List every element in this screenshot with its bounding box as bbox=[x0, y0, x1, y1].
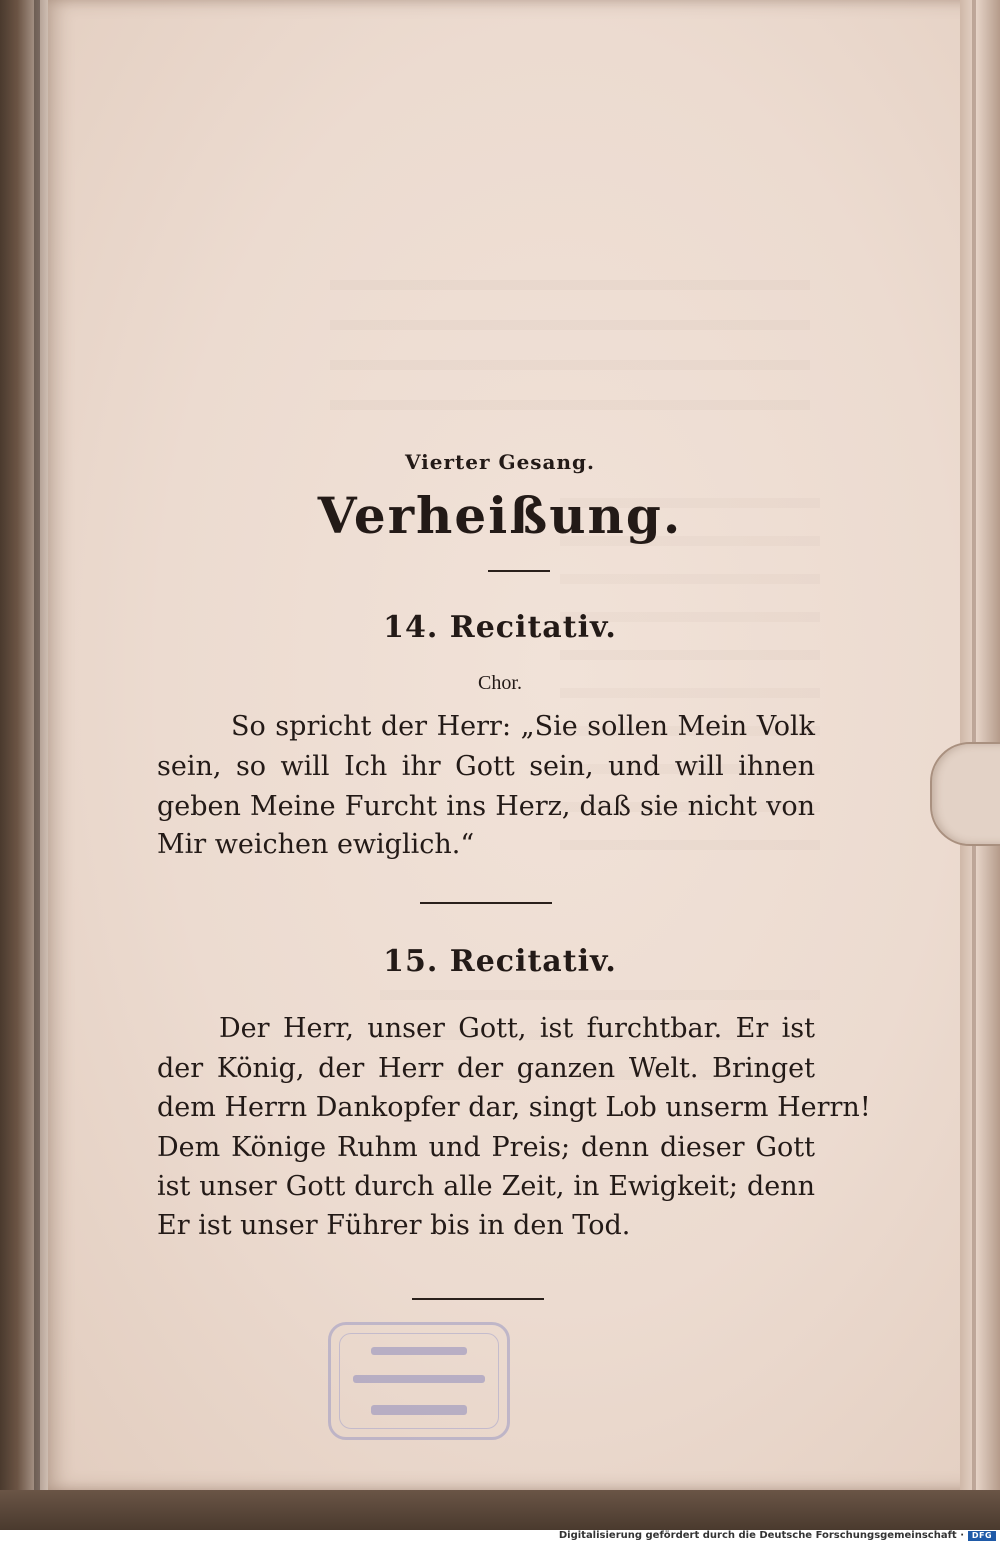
stamp-mark bbox=[353, 1375, 485, 1383]
section-subtitle: Vierter Gesang. bbox=[405, 450, 595, 474]
text-line: der König, der Herr der ganzen Welt. Bringet bbox=[157, 1053, 815, 1084]
dfg-logo: DFG bbox=[968, 1531, 996, 1541]
footer-credit: Digitalisierung gefördert durch die Deutsche Forschungsgemeinschaft · bbox=[558, 1530, 964, 1541]
library-stamp bbox=[328, 1322, 510, 1440]
text-line: dem Herrn Dankopfer dar, singt Lob unserm Herrn! bbox=[157, 1092, 871, 1123]
text-line: Der Herr, unser Gott, ist furchtbar. Er ist bbox=[219, 1013, 815, 1044]
recitativ-15-heading: 15. Recitativ. bbox=[383, 944, 617, 979]
section-divider bbox=[420, 902, 552, 904]
stamp-mark bbox=[371, 1347, 467, 1355]
text-line: sein, so will Ich ihr Gott sein, und will ihnen bbox=[157, 751, 815, 782]
text-line: So spricht der Herr: „Sie sollen Mein Volk bbox=[231, 711, 815, 742]
recitativ-14-heading: 14. Recitativ. bbox=[383, 610, 617, 645]
text-line: Er ist unser Führer bis in den Tod. bbox=[157, 1210, 631, 1241]
page-title: Verheißung. bbox=[317, 486, 683, 545]
text-line: Dem Könige Ruhm und Preis; denn dieser Gott bbox=[157, 1132, 815, 1163]
text-line: geben Meine Furcht ins Herz, daß sie nicht von bbox=[157, 791, 815, 822]
text-line: ist unser Gott durch alle Zeit, in Ewigkeit; denn bbox=[157, 1171, 815, 1202]
title-rule bbox=[488, 570, 550, 572]
end-divider bbox=[412, 1298, 544, 1300]
voice-label: Chor. bbox=[478, 672, 522, 694]
text-line: Mir weichen ewiglich.“ bbox=[157, 829, 475, 860]
stamp-mark bbox=[371, 1405, 467, 1415]
footer-bar bbox=[0, 1530, 1000, 1542]
